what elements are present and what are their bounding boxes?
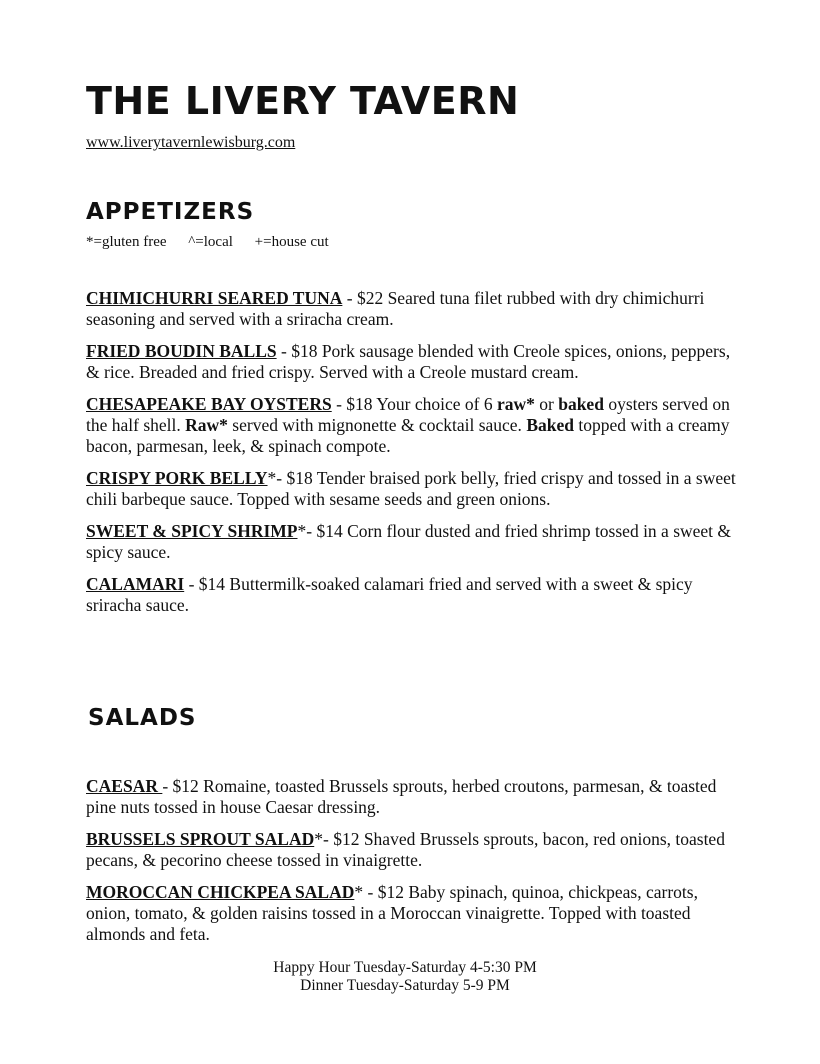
- restaurant-title: THE LIVERY TAVERN: [86, 79, 520, 123]
- menu-item-separator: -: [276, 468, 287, 488]
- menu-item-description: baked: [558, 394, 604, 414]
- hours-footer: [0, 959, 810, 995]
- menu-item-description: Baby spinach, quinoa, chickpeas, carrots, onion, tomato, & golden raisins tossed in a Moroccan vinaigrette. Topped with toasted almonds and feta.: [86, 882, 698, 944]
- salads-heading: SALADS: [88, 705, 197, 731]
- menu-item-name: CHIMICHURRI SEARED TUNA: [86, 288, 343, 308]
- legend-local: ^=local: [188, 234, 233, 250]
- menu-item: [86, 521, 736, 563]
- menu-item: [86, 776, 736, 818]
- menu-item-separator: -: [363, 882, 378, 902]
- menu-item-separator: -: [331, 394, 347, 414]
- menu-item-separator: -: [162, 776, 173, 796]
- menu-item: [86, 882, 736, 945]
- menu-item-description: Your choice of 6: [372, 394, 497, 414]
- salad-list: [86, 776, 736, 956]
- menu-item-name: CHESAPEAKE BAY OYSTERS: [86, 394, 332, 414]
- menu-item-price: $18: [346, 394, 373, 414]
- menu-item-name: FRIED BOUDIN BALLS: [86, 341, 277, 361]
- menu-item-description: Tender braised pork belly, fried crispy and tossed in a sweet chili barbeque sauce. Topped with sesame seeds and green onions.: [86, 468, 736, 509]
- legend-gluten-free: *=gluten free: [86, 234, 167, 250]
- appetizer-list: [86, 288, 736, 627]
- menu-item-name: MOROCCAN CHICKPEA SALAD: [86, 882, 355, 902]
- appetizers-heading: APPETIZERS: [86, 199, 255, 225]
- menu-item-description: Romaine, toasted Brussels sprouts, herbed croutons, parmesan, & toasted pine nuts tossed in house Caesar dressing.: [86, 776, 717, 817]
- menu-item-name: SWEET & SPICY SHRIMP: [86, 521, 298, 541]
- menu-item: [86, 288, 736, 330]
- dietary-legend: [86, 234, 347, 251]
- menu-item-name: BRUSSELS SPROUT SALAD: [86, 829, 315, 849]
- menu-item-description: oysters served on the half shell.: [86, 394, 730, 435]
- menu-item-separator: -: [184, 574, 199, 594]
- menu-item-description: raw*: [496, 394, 535, 414]
- menu-item-description: Raw*: [185, 415, 228, 435]
- menu-item-marker: *: [354, 882, 364, 902]
- menu-item-separator: -: [276, 341, 292, 361]
- menu-item: [86, 574, 736, 616]
- menu-item-description: Buttermilk-soaked calamari fried and served with a sweet & spicy sriracha sauce.: [86, 574, 693, 615]
- menu-item: [86, 468, 736, 510]
- menu-item-description: topped with a creamy bacon, parmesan, leek, & spinach compote.: [86, 415, 730, 456]
- menu-item-separator: -: [322, 829, 334, 849]
- menu-item-description: Corn flour dusted and fried shrimp tossed in a sweet & spicy sauce.: [86, 521, 732, 562]
- menu-item: [86, 394, 736, 457]
- menu-item: [86, 341, 736, 383]
- menu-item-marker: *: [314, 829, 323, 849]
- menu-item: [86, 829, 736, 871]
- menu-item-price: $14: [316, 521, 343, 541]
- menu-item-price: $18: [291, 341, 318, 361]
- menu-item-price: $22: [356, 288, 384, 308]
- menu-item-price: $18: [286, 468, 313, 488]
- menu-item-description: Baked: [526, 415, 574, 435]
- happy-hour-text: Happy Hour Tuesday-Saturday 4-5:30 PM: [273, 959, 537, 976]
- menu-item-description: or: [534, 394, 559, 414]
- menu-item-price: $12: [172, 776, 199, 796]
- menu-item-description: Pork sausage blended with Creole spices, onions, peppers, & rice. Breaded and fried crispy. Served with a Creole mustard cream.: [86, 341, 731, 382]
- menu-item-name: CALAMARI: [86, 574, 185, 594]
- menu-item-marker: *: [297, 521, 307, 541]
- menu-item-separator: -: [342, 288, 357, 308]
- menu-item-description: Shaved Brussels sprouts, bacon, red onions, toasted pecans, & pecorino cheese tossed in vinaigrette.: [86, 829, 725, 870]
- dinner-hours-text: Dinner Tuesday-Saturday 5-9 PM: [300, 977, 510, 994]
- menu-item-name: CRISPY PORK BELLY: [86, 468, 268, 488]
- menu-item-description: Seared tuna filet rubbed with dry chimichurri seasoning and served with a sriracha cream.: [86, 288, 705, 329]
- menu-item-separator: -: [306, 521, 317, 541]
- menu-item-price: $14: [198, 574, 226, 594]
- website-link[interactable]: www.liverytavernlewisburg.com: [86, 134, 296, 151]
- menu-item-marker: *: [267, 468, 277, 488]
- menu-item-description: served with mignonette & cocktail sauce.: [227, 415, 527, 435]
- menu-item-price: $12: [377, 882, 404, 902]
- menu-item-price: $12: [333, 829, 360, 849]
- legend-house-cut: +=house cut: [254, 234, 329, 250]
- menu-item-name: CAESAR: [86, 776, 163, 796]
